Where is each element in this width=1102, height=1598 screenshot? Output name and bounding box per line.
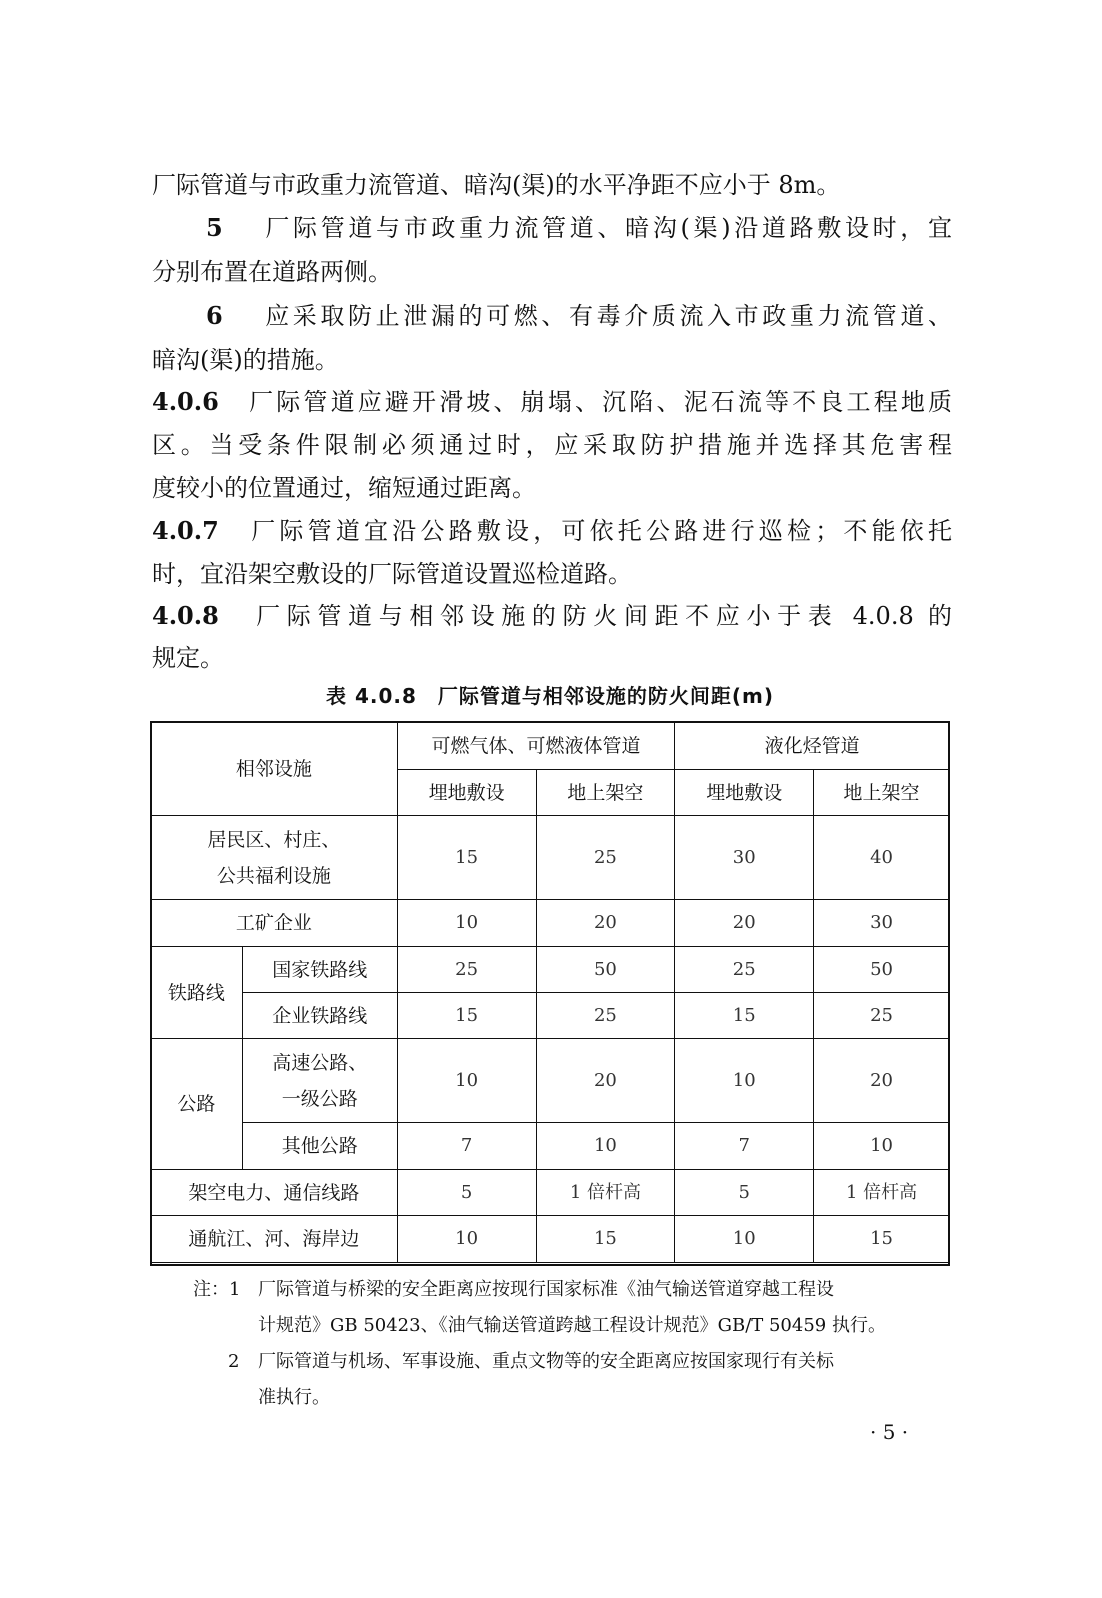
section-number: 4.0.7 bbox=[152, 516, 219, 545]
table-cell: 15 bbox=[675, 993, 814, 1039]
header-above-ground: 地上架空 bbox=[814, 770, 950, 816]
row-label: 国家铁路线 bbox=[242, 947, 397, 993]
table-cell: 25 bbox=[814, 993, 950, 1039]
table-cell: 1 倍杆高 bbox=[536, 1170, 675, 1216]
section-406-line-2 bbox=[152, 423, 952, 467]
row-label-line: 高速公路、 bbox=[272, 1051, 368, 1074]
table-cell: 15 bbox=[397, 993, 536, 1039]
row-label: 架空电力、通信线路 bbox=[151, 1170, 398, 1216]
item-5-line-2 bbox=[152, 250, 952, 294]
table-caption: 表 4.0.8 厂际管道与相邻设施的防火间距(m) bbox=[325, 684, 775, 708]
note-2-line-2: 准执行。 bbox=[258, 1387, 330, 1408]
section-406-line-3 bbox=[152, 466, 952, 510]
section-407-line-2 bbox=[152, 552, 952, 596]
note-2-line-1: 厂际管道与机场、军事设施、重点文物等的安全距离应按国家现行有关标 bbox=[258, 1351, 834, 1372]
table-row bbox=[151, 993, 950, 1039]
table-cell: 50 bbox=[814, 947, 950, 993]
section-407-line-1 bbox=[152, 509, 952, 553]
header-facility: 相邻设施 bbox=[151, 722, 398, 816]
table-cell: 10 bbox=[397, 900, 536, 947]
section-number: 4.0.8 bbox=[152, 601, 219, 630]
table-cell: 30 bbox=[675, 816, 814, 900]
paragraph-text: 厂际管道与相邻设施的防火间距不应小于表 4.0.8 的 bbox=[256, 602, 952, 630]
table-cell: 25 bbox=[397, 947, 536, 993]
fire-distance-table bbox=[150, 721, 950, 1263]
row-label-line: 一级公路 bbox=[281, 1087, 358, 1110]
table-cell: 20 bbox=[814, 1039, 950, 1123]
row-label bbox=[242, 1039, 397, 1123]
paragraph-text: 应采取防止泄漏的可燃、有毒介质流入市政重力流管道、 bbox=[265, 302, 952, 330]
paragraph-text: 度较小的位置通过，缩短通过距离。 bbox=[152, 474, 536, 502]
table-cell: 25 bbox=[536, 993, 675, 1039]
table-cell: 15 bbox=[536, 1216, 675, 1263]
paragraph-text: 暗沟(渠)的措施。 bbox=[152, 346, 339, 374]
note-1-line-2: 计规范》GB 50423、《油气输送管道跨越工程设计规范》GB/T 50459 执行。 bbox=[258, 1315, 886, 1336]
table-row bbox=[151, 1039, 950, 1123]
table-row bbox=[151, 1216, 950, 1263]
section-408-line-2 bbox=[152, 636, 952, 680]
item-6-line-1 bbox=[152, 294, 952, 338]
table-cell: 10 bbox=[536, 1123, 675, 1170]
table-cell: 5 bbox=[675, 1170, 814, 1216]
row-label-line: 居民区、村庄、 bbox=[207, 828, 341, 851]
note-2-label: 2 bbox=[228, 1351, 240, 1372]
table-cell: 20 bbox=[536, 1039, 675, 1123]
header-above-ground: 地上架空 bbox=[536, 770, 675, 816]
table-row bbox=[151, 947, 950, 993]
table-cell: 7 bbox=[675, 1123, 814, 1170]
row-group-label: 公路 bbox=[151, 1039, 243, 1170]
paragraph-text: 分别布置在道路两侧。 bbox=[152, 258, 392, 286]
table-cell: 50 bbox=[536, 947, 675, 993]
header-gas-liquid-pipeline: 可燃气体、可燃液体管道 bbox=[397, 722, 675, 770]
paragraph-text: 厂际管道应避开滑坡、崩塌、沉陷、泥石流等不良工程地质 bbox=[249, 388, 953, 416]
section-406-line-1 bbox=[152, 380, 952, 424]
paragraph-text: 规定。 bbox=[152, 644, 224, 672]
table-row bbox=[151, 1123, 950, 1170]
note-1-label: 注：1 bbox=[193, 1279, 241, 1300]
table-row bbox=[151, 900, 950, 947]
paragraph-text: 区。当受条件限制必须通过时，应采取防护措施并选择其危害程 bbox=[152, 431, 952, 459]
paragraph-text: 时，宜沿架空敷设的厂际管道设置巡检道路。 bbox=[152, 560, 632, 588]
table-cell: 1 倍杆高 bbox=[814, 1170, 950, 1216]
table-cell: 25 bbox=[536, 816, 675, 900]
item-number: 5 bbox=[206, 213, 223, 242]
table-cell: 10 bbox=[397, 1216, 536, 1263]
row-label: 其他公路 bbox=[242, 1123, 397, 1170]
row-group-label: 铁路线 bbox=[151, 947, 243, 1039]
table-cell: 10 bbox=[675, 1216, 814, 1263]
paragraph-text: 厂际管道与市政重力流管道、暗沟(渠)沿道路敷设时，宜 bbox=[265, 214, 952, 242]
table-cell: 10 bbox=[397, 1039, 536, 1123]
paragraph-text: 厂际管道与市政重力流管道、暗沟(渠)的水平净距不应小于 8m。 bbox=[152, 171, 841, 199]
table-cell: 7 bbox=[397, 1123, 536, 1170]
header-lpg-pipeline: 液化烃管道 bbox=[675, 722, 950, 770]
table-cell: 40 bbox=[814, 816, 950, 900]
table-cell: 10 bbox=[814, 1123, 950, 1170]
table-cell: 10 bbox=[675, 1039, 814, 1123]
item-5-line-1 bbox=[152, 206, 952, 250]
row-label-line: 公共福利设施 bbox=[216, 864, 331, 887]
text-line bbox=[152, 163, 952, 207]
note-1-line-1: 厂际管道与桥梁的安全距离应按现行国家标准《油气输送管道穿越工程设 bbox=[258, 1279, 834, 1300]
paragraph-text: 厂际管道宜沿公路敷设，可依托公路进行巡检；不能依托 bbox=[251, 517, 953, 545]
section-number: 4.0.6 bbox=[152, 387, 219, 416]
table-cell: 25 bbox=[675, 947, 814, 993]
table-cell: 20 bbox=[675, 900, 814, 947]
table-cell: 15 bbox=[397, 816, 536, 900]
table-cell: 20 bbox=[536, 900, 675, 947]
item-6-line-2 bbox=[152, 338, 952, 382]
table-cell: 15 bbox=[814, 1216, 950, 1263]
table-cell: 5 bbox=[397, 1170, 536, 1216]
row-label: 企业铁路线 bbox=[242, 993, 397, 1039]
table-row bbox=[151, 816, 950, 900]
row-label bbox=[151, 816, 398, 900]
page-number: · 5 · bbox=[870, 1420, 909, 1444]
row-label: 工矿企业 bbox=[151, 900, 398, 947]
item-number: 6 bbox=[206, 301, 223, 330]
table-cell: 30 bbox=[814, 900, 950, 947]
header-buried: 埋地敷设 bbox=[397, 770, 536, 816]
row-label: 通航江、河、海岸边 bbox=[151, 1216, 398, 1263]
table-row bbox=[151, 1170, 950, 1216]
header-buried: 埋地敷设 bbox=[675, 770, 814, 816]
section-408-line-1 bbox=[152, 594, 952, 638]
